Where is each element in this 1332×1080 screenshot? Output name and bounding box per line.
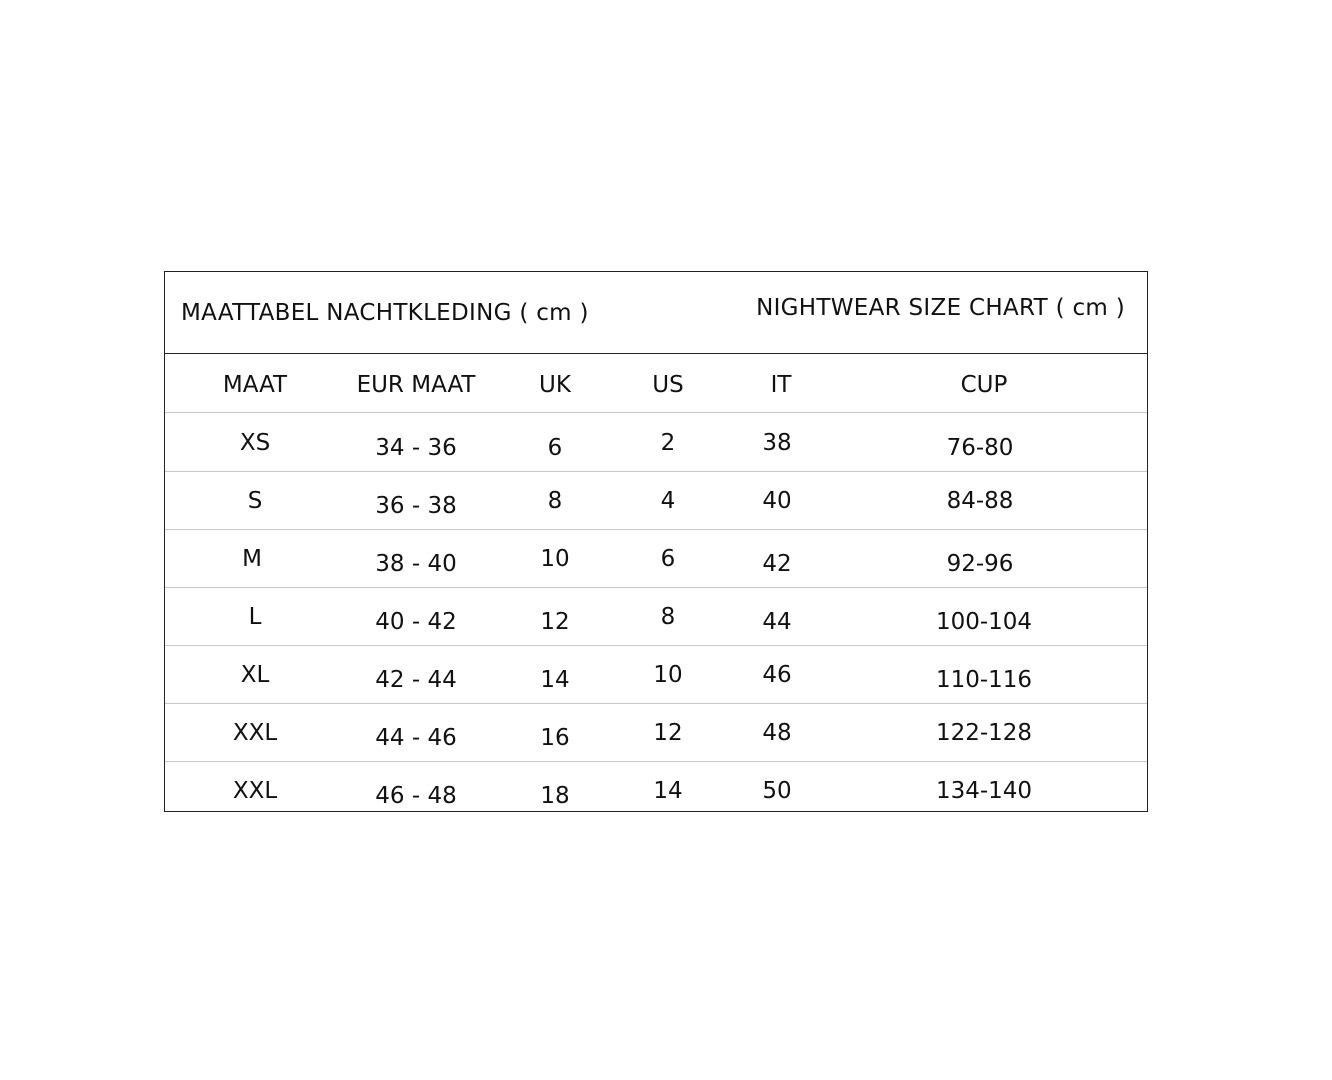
- table-row: [165, 703, 1147, 762]
- cell-uk: 6: [547, 435, 563, 461]
- cell-uk: 18: [540, 783, 570, 809]
- cell-uk: 8: [547, 488, 563, 514]
- cell-eur-maat: 46 - 48: [375, 783, 457, 809]
- cell-us: 8: [660, 604, 676, 630]
- cell-maat: M: [242, 546, 262, 572]
- column-header-eur-maat: EUR MAAT: [356, 372, 476, 398]
- table-row: [165, 471, 1147, 530]
- column-header-it: IT: [770, 372, 792, 398]
- cell-maat: L: [248, 604, 262, 630]
- column-header-us: US: [652, 372, 684, 398]
- english-title: NIGHTWEAR SIZE CHART ( cm ): [756, 295, 1125, 321]
- size-chart: [164, 271, 1148, 812]
- cell-uk: 10: [540, 546, 570, 572]
- cell-eur-maat: 38 - 40: [375, 551, 457, 577]
- cell-maat: S: [247, 488, 263, 514]
- cell-cup: 100-104: [935, 609, 1033, 635]
- cell-cup: 122-128: [935, 720, 1033, 746]
- cell-it: 44: [762, 609, 792, 635]
- cell-us: 4: [660, 488, 676, 514]
- cell-cup: 110-116: [935, 667, 1033, 693]
- cell-cup: 76-80: [946, 435, 1014, 461]
- cell-maat: XS: [239, 430, 271, 456]
- cell-eur-maat: 42 - 44: [375, 667, 457, 693]
- cell-cup: 134-140: [935, 778, 1033, 804]
- dutch-title: MAATTABEL NACHTKLEDING ( cm ): [181, 300, 589, 326]
- cell-cup: 92-96: [946, 551, 1014, 577]
- column-header-cup: CUP: [960, 372, 1008, 398]
- cell-us: 14: [653, 778, 683, 804]
- cell-us: 10: [653, 662, 683, 688]
- cell-uk: 14: [540, 667, 570, 693]
- table-row: [165, 413, 1147, 472]
- cell-it: 48: [762, 720, 792, 746]
- table-row: [165, 587, 1147, 646]
- cell-it: 46: [762, 662, 792, 688]
- column-header-uk: UK: [539, 372, 571, 398]
- column-header-maat: MAAT: [222, 372, 288, 398]
- cell-us: 2: [660, 430, 676, 456]
- table-row: [165, 645, 1147, 704]
- cell-it: 40: [762, 488, 792, 514]
- cell-cup: 84-88: [946, 488, 1014, 514]
- cell-it: 50: [762, 778, 792, 804]
- cell-uk: 12: [540, 609, 570, 635]
- title-row: [165, 272, 1147, 354]
- cell-maat: XXL: [232, 778, 278, 804]
- cell-maat: XL: [240, 662, 270, 688]
- cell-us: 6: [660, 546, 676, 572]
- cell-eur-maat: 40 - 42: [375, 609, 457, 635]
- cell-it: 42: [762, 551, 792, 577]
- table-row: [165, 529, 1147, 588]
- table-header-row: [165, 353, 1147, 413]
- cell-uk: 16: [540, 725, 570, 751]
- cell-it: 38: [762, 430, 792, 456]
- cell-maat: XXL: [232, 720, 278, 746]
- cell-eur-maat: 34 - 36: [375, 435, 457, 461]
- cell-eur-maat: 44 - 46: [375, 725, 457, 751]
- cell-eur-maat: 36 - 38: [375, 493, 457, 519]
- cell-us: 12: [653, 720, 683, 746]
- table-row: [165, 761, 1147, 819]
